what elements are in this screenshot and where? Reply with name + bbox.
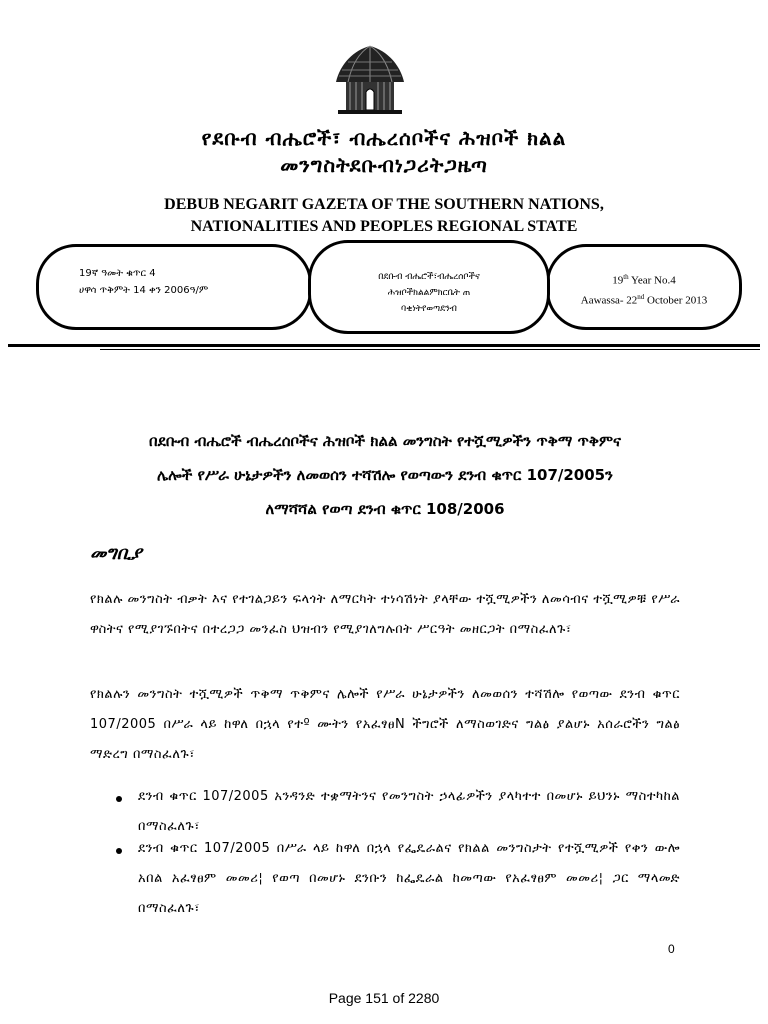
authority-line3: ባቂነትየወጣደንብ	[401, 304, 457, 314]
bullet-icon	[116, 848, 122, 854]
authority-line1: በደቡብ ብሔሮች፣ብሔረሰቦችና	[378, 272, 480, 282]
issue-date-am: ሀዋሳ ጥቅምት 14 ቀን 2006ዓ/ም	[79, 285, 209, 296]
bullet-item-2: ደንብ ቁጥር 107/2005 በሥራ ላይ ከዋለ በኋላ የፌዴራልና የክልል መንግስታት የተሿሚዎች የቀን ውሎ አበል አፈፃፀም መመሪ¦ የወጣ በመሆኑ ደንቡን ከፌዴራል ከመጣው የአፈፃፀም መመሪ¦ ጋር ማላመድ በማስፈለጉ፣	[138, 841, 680, 916]
preamble-paragraph-2: የክልሉን መንግስት ተሿሚዎች ጥቅማ ጥቅምና ሌሎች የሥራ ሁኔታዎችን ለመወሰን ተሻሽሎ የወጣው ደንብ ቁጥር 107/2005 በሥራ ላይ ከዋለ በኋላ የተº ሙትን የአፈፃፀN ችግሮች ለማስወገድና ግልፅ ያልሆኑ አሰራሮችን ግልፅ ማድረግ በማስፈለጉ፣	[90, 687, 680, 762]
gazette-title-english-line1: DEBUB NEGARIT GAZETA OF THE SOUTHERN NATIONS,	[164, 196, 604, 213]
issuing-authority-box	[308, 240, 550, 334]
issue-info-english	[546, 244, 742, 330]
authority-line2: ሕዝቦችክልልምክርቤት ጠ	[387, 288, 471, 298]
issue-year-number-am: 19ኛ ዓመት ቁጥር 4	[79, 268, 156, 279]
gazette-title-amharic-line1: የደቡብ ብሔሮች፣ ብሔረሰቦችና ሕዝቦች ክልል	[201, 126, 567, 150]
page-footer: Page 151 of 2280	[328, 990, 440, 1006]
preamble-heading: መግቢያ	[90, 543, 142, 564]
header-divider-thin	[100, 349, 760, 350]
regulation-title-line3: ለማሻሻል የወጣ ደንብ ቁጥር 108/2006	[265, 500, 505, 518]
regulation-title-line2: ሌሎች የሥራ ሁኔታዎችን ለመወሰን ተሻሽሎ የወጣውን ደንብ ቁጥር 107/2005ን	[157, 466, 613, 484]
gazette-title-amharic-line2: መንግስትደቡብነጋሪትጋዜጣ	[280, 153, 488, 177]
issue-year-number-en: 19th Year No.4	[612, 273, 676, 287]
preamble-paragraph-1: የክልሉ መንግስት ብቃት እና የተገልጋይን ፍላጎት ለማርካት ተነሳሽነት ያላቸው ተሿሚዎችን ለመሳብና ተሿሚዎቹ የሥራ ዋስትና የሚያገኙበትና በተረጋጋ መንፈስ ህዝብን የሚያገለግሉበት ሥርዓት መዘርጋት በማስፈለጉ፣	[90, 592, 680, 637]
gazette-title-english-line2: NATIONALITIES AND PEOPLES REGIONAL STATE	[190, 218, 578, 235]
bullet-icon	[116, 796, 122, 802]
page-number: 0	[668, 942, 675, 956]
bullet-item-1: ደንብ ቁጥር 107/2005 አንዳንድ ተቋማትንና የመንግስት ኃላፊዎችን ያላካተተ በመሆኑ ይህንኑ ማስተካከል በማስፈለጉ፣	[138, 789, 680, 834]
issue-date-en: Aawassa- 22nd October 2013	[580, 292, 708, 307]
hut-emblem-icon	[330, 40, 410, 120]
regulation-title-line1: በደቡብ ብሔሮች ብሔረሰቦችና ሕዝቦች ክልል መንግስት የተሿሚዎችን ጥቅማ ጥቅምና	[149, 432, 621, 450]
header-divider-thick	[8, 344, 760, 347]
issue-info-amharic	[36, 244, 312, 330]
